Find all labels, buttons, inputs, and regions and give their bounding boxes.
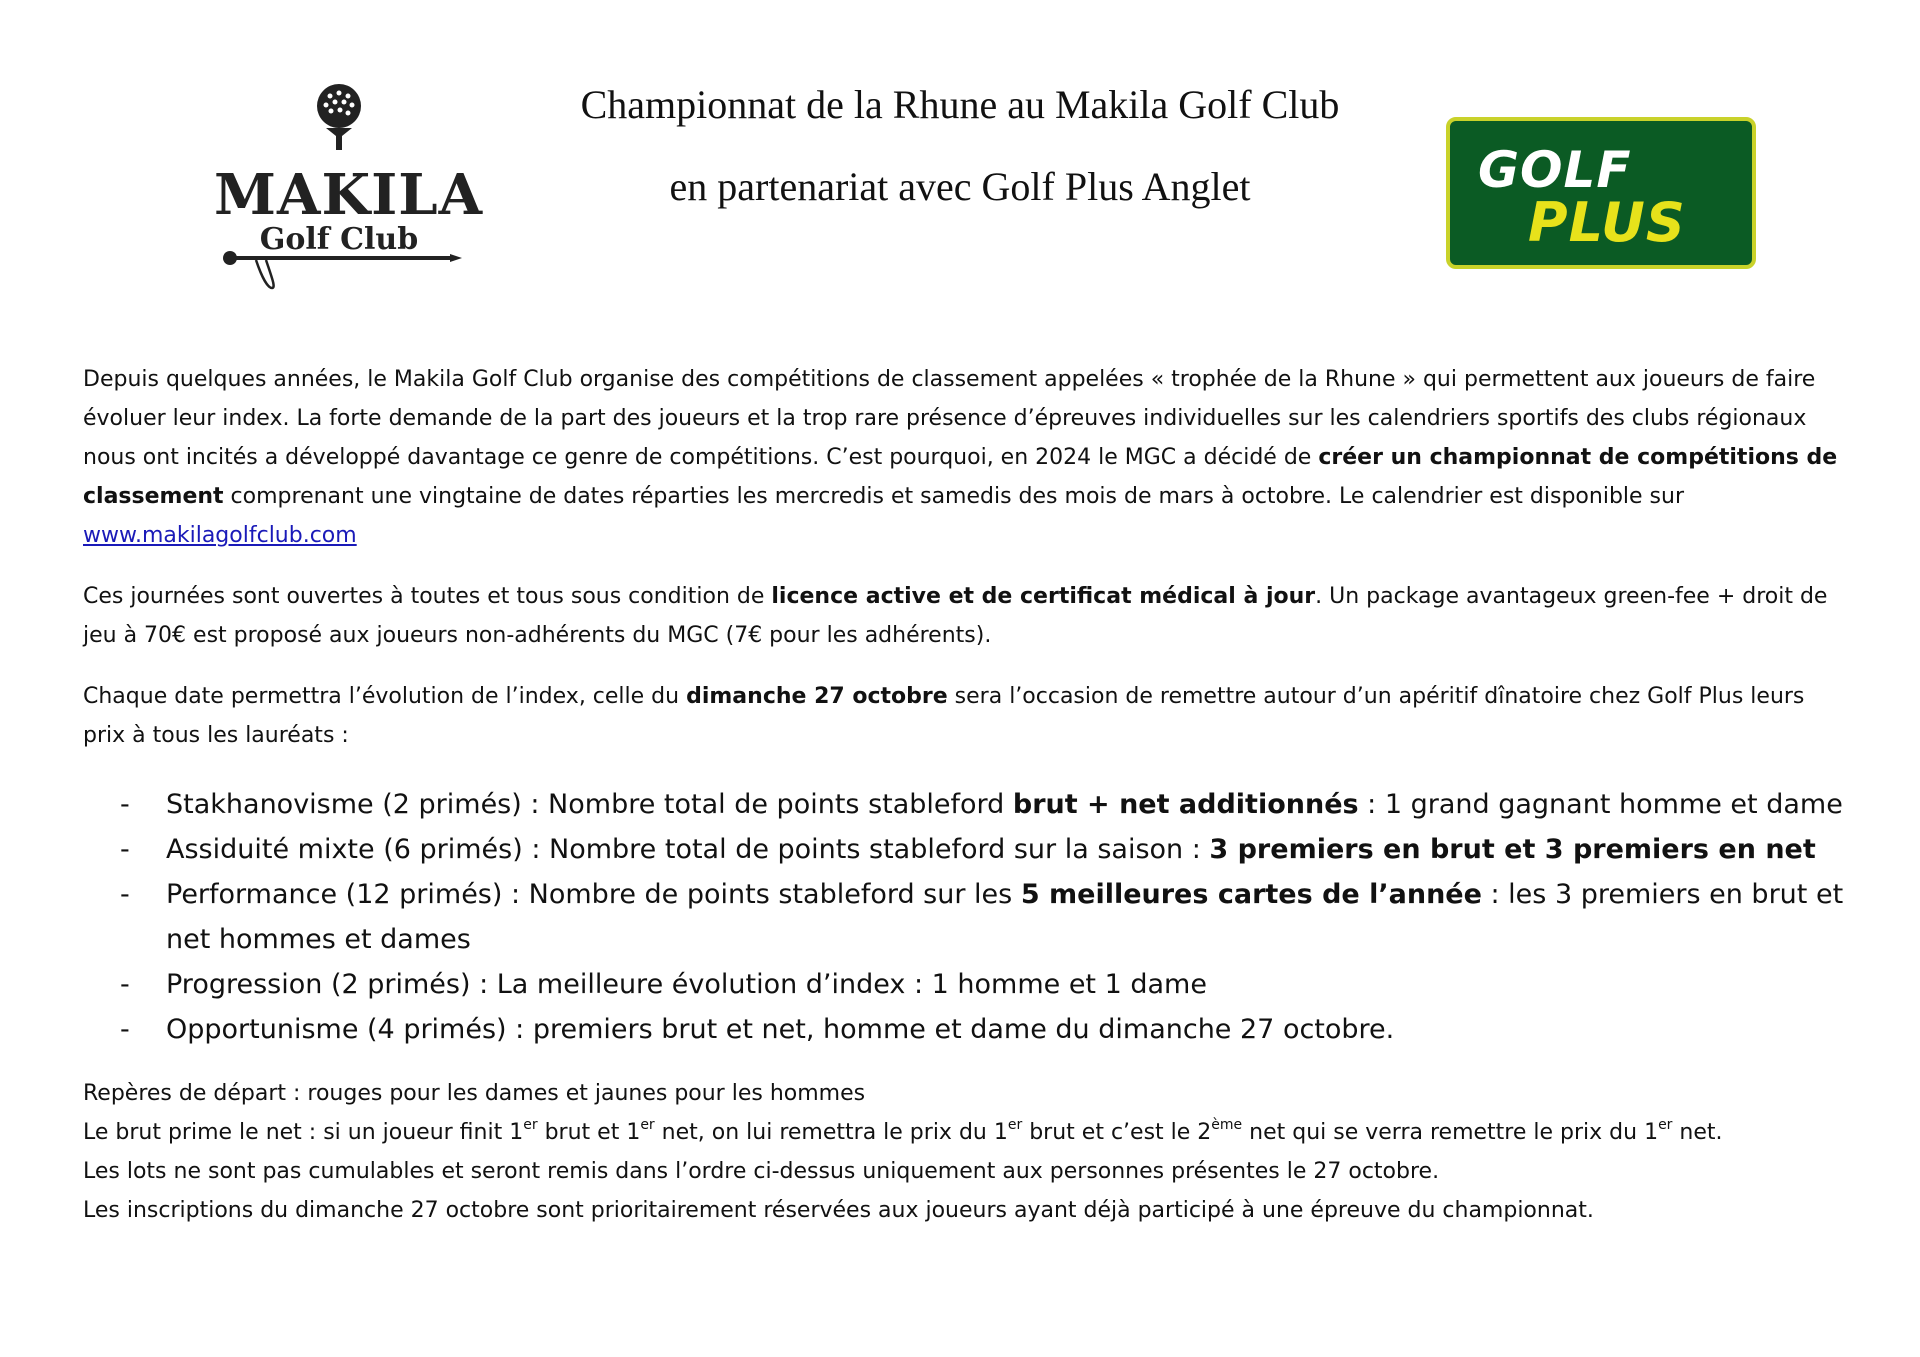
paragraph-prizes: Chaque date permettra l’évolution de l’index, celle du dimanche 27 octobre sera l’occasion de remettre autour d’un apéritif dînatoire chez Golf Plus leurs prix à tous les lauréats : <box>83 684 1805 748</box>
list-item: - Performance (12 primés) : Nombre de points stableford sur les 5 meilleures cartes de l’année : les 3 premiers en brut et net hommes et dames <box>120 879 1844 955</box>
golf-club-icon <box>222 248 462 298</box>
paragraph-emphasis: licence active et de certificat médical à jour <box>771 584 1316 609</box>
makila-logo-word: MAKILA <box>214 162 484 228</box>
makila-golf-club-logo <box>214 82 484 297</box>
list-item: - Opportunisme (4 primés) : premiers brut et net, homme et dame du dimanche 27 octobre. <box>120 1014 1395 1045</box>
golf-plus-logo-word-golf: GOLF <box>1478 141 1632 199</box>
note-brut-prime-net: Le brut prime le net : si un joueur finit 1er brut et 1er net, on lui remettra le prix du 1er brut et c’est le 2ème net qui se verra remettre le prix du 1er net. <box>83 1116 1723 1145</box>
golf-ball-on-tee-icon <box>312 82 366 152</box>
list-item: - Assiduité mixte (6 primés) : Nombre total de points stableford sur la saison : 3 premiers en brut et 3 premiers en net <box>120 834 1816 865</box>
prize-list <box>120 782 1860 1052</box>
document-subtitle: en partenariat avec Golf Plus Anglet <box>669 164 1251 209</box>
document-body <box>83 360 1853 777</box>
golf-club-logo-word: Golf Club <box>259 222 419 257</box>
note-inscriptions: Les inscriptions du dimanche 27 octobre sont prioritairement réservées aux joueurs ayant déjà participé à une épreuve du championnat. <box>83 1198 1594 1223</box>
paragraph-intro: Depuis quelques années, le Makila Golf Club organise des compétitions de classement appelées « trophée de la Rhune » qui permettent aux joueurs de faire évoluer leur index. La forte demande de la part des joueurs et la trop rare présence d’épreuves individuelles sur les calendriers sportifs des clubs régionaux nous ont incités a développé davantage ce genre de compétitions. C’est pourquoi, en 2024 le MGC a décidé de créer un championnat de compétitions de classement comprenant une vingtaine de dates réparties les mercredis et samedis des mois de mars à octobre. Le calendrier est disponible sur www.makilagolfclub.com <box>83 367 1838 548</box>
note-lots: Les lots ne sont pas cumulables et seront remis dans l’ordre ci-dessus uniquement aux personnes présentes le 27 octobre. <box>83 1159 1440 1184</box>
makila-website-link[interactable]: www.makilagolfclub.com <box>83 523 357 548</box>
golf-plus-logo <box>1446 117 1756 269</box>
rules-notes <box>83 1074 1853 1230</box>
paragraph-emphasis: créer un championnat de compétitions de classement <box>83 445 1838 509</box>
document-header <box>520 80 1400 212</box>
paragraph-emphasis: dimanche 27 octobre <box>686 684 948 709</box>
document-title: Championnat de la Rhune au Makila Golf Club <box>580 82 1340 127</box>
golf-plus-logo-word-plus: PLUS <box>1528 191 1686 254</box>
paragraph-conditions: Ces journées sont ouvertes à toutes et tous sous condition de licence active et de certificat médical à jour. Un package avantageux green-fee + droit de jeu à 70€ est proposé aux joueurs non-adhérents du MGC (7€ pour les adhérents). <box>83 584 1828 648</box>
list-item: - Progression (2 primés) : La meilleure évolution d’index : 1 homme et 1 dame <box>120 969 1207 1000</box>
note-tees: Repères de départ : rouges pour les dames et jaunes pour les hommes <box>83 1081 866 1106</box>
list-item: - Stakhanovisme (2 primés) : Nombre total de points stableford brut + net additionnés : 1 grand gagnant homme et dame <box>120 789 1843 820</box>
